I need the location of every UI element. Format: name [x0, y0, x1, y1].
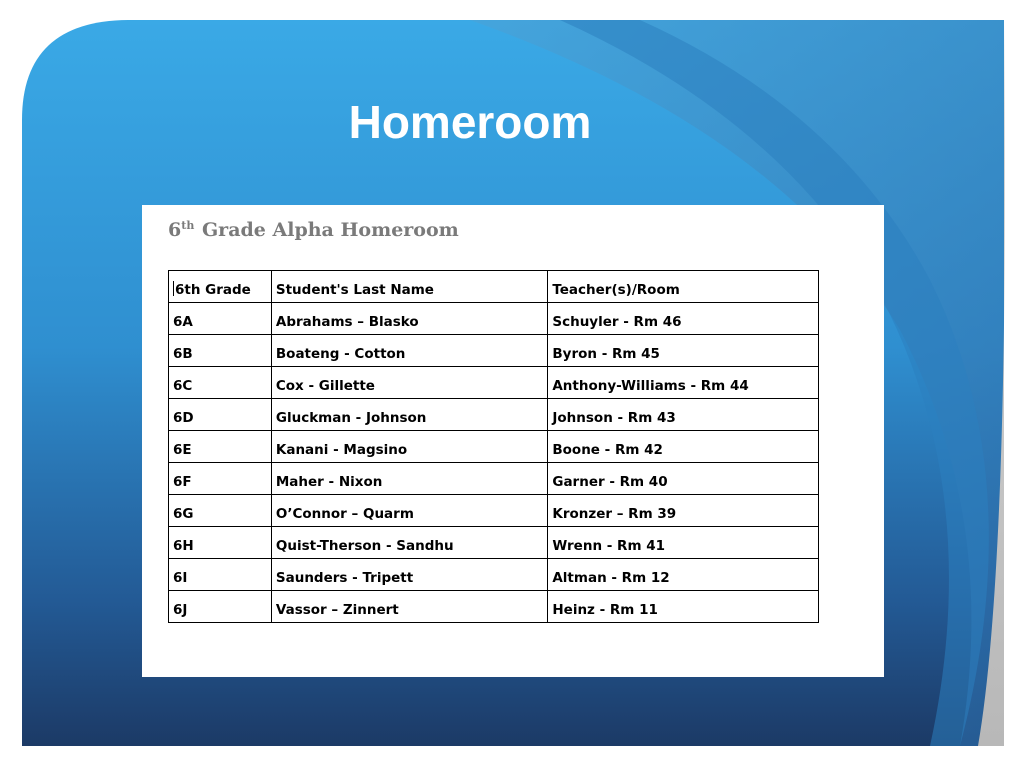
grade-cell: 6G: [169, 495, 272, 527]
homeroom-document: [142, 205, 884, 677]
grade-cell: 6J: [169, 591, 272, 623]
teacher-cell: Wrenn - Rm 41: [548, 527, 819, 559]
heading-superscript: th: [181, 219, 195, 232]
students-cell: Vassor – Zinnert: [271, 591, 547, 623]
grade-cell: 6D: [169, 399, 272, 431]
table-row: [169, 559, 819, 591]
students-cell: Gluckman - Johnson: [271, 399, 547, 431]
table-row: [169, 591, 819, 623]
table-row: [169, 335, 819, 367]
grade-cell: 6B: [169, 335, 272, 367]
grade-cell: 6I: [169, 559, 272, 591]
grade-cell: 6H: [169, 527, 272, 559]
teacher-cell: Heinz - Rm 11: [548, 591, 819, 623]
document-heading: [168, 219, 459, 241]
teacher-cell: Altman - Rm 12: [548, 559, 819, 591]
table-row: [169, 527, 819, 559]
header-teacher: Teacher(s)/Room: [548, 271, 819, 303]
table-row: [169, 399, 819, 431]
teacher-cell: Schuyler - Rm 46: [548, 303, 819, 335]
heading-rest: Grade Alpha Homeroom: [201, 219, 459, 241]
header-grade: [169, 271, 272, 303]
slide-title: Homeroom: [348, 96, 592, 148]
table-header-row: [169, 271, 819, 303]
header-grade-label: 6th Grade: [175, 282, 251, 298]
teacher-cell: Byron - Rm 45: [548, 335, 819, 367]
table-row: [169, 463, 819, 495]
students-cell: Maher - Nixon: [271, 463, 547, 495]
students-cell: Boateng - Cotton: [271, 335, 547, 367]
heading-grade-number: 6: [168, 219, 182, 241]
header-students: Student's Last Name: [271, 271, 547, 303]
grade-cell: 6C: [169, 367, 272, 399]
students-cell: O’Connor – Quarm: [271, 495, 547, 527]
table-row: [169, 431, 819, 463]
students-cell: Quist-Therson - Sandhu: [271, 527, 547, 559]
teacher-cell: Garner - Rm 40: [548, 463, 819, 495]
table-row: [169, 495, 819, 527]
students-cell: Saunders - Tripett: [271, 559, 547, 591]
grade-cell: 6A: [169, 303, 272, 335]
teacher-cell: Anthony-Williams - Rm 44: [548, 367, 819, 399]
homeroom-table: [168, 270, 819, 623]
teacher-cell: Kronzer – Rm 39: [548, 495, 819, 527]
grade-cell: 6E: [169, 431, 272, 463]
table-row: [169, 367, 819, 399]
students-cell: Cox - Gillette: [271, 367, 547, 399]
teacher-cell: Boone - Rm 42: [548, 431, 819, 463]
students-cell: Kanani - Magsino: [271, 431, 547, 463]
grade-cell: 6F: [169, 463, 272, 495]
teacher-cell: Johnson - Rm 43: [548, 399, 819, 431]
text-cursor: [173, 281, 174, 296]
table-row: [169, 303, 819, 335]
students-cell: Abrahams – Blasko: [271, 303, 547, 335]
